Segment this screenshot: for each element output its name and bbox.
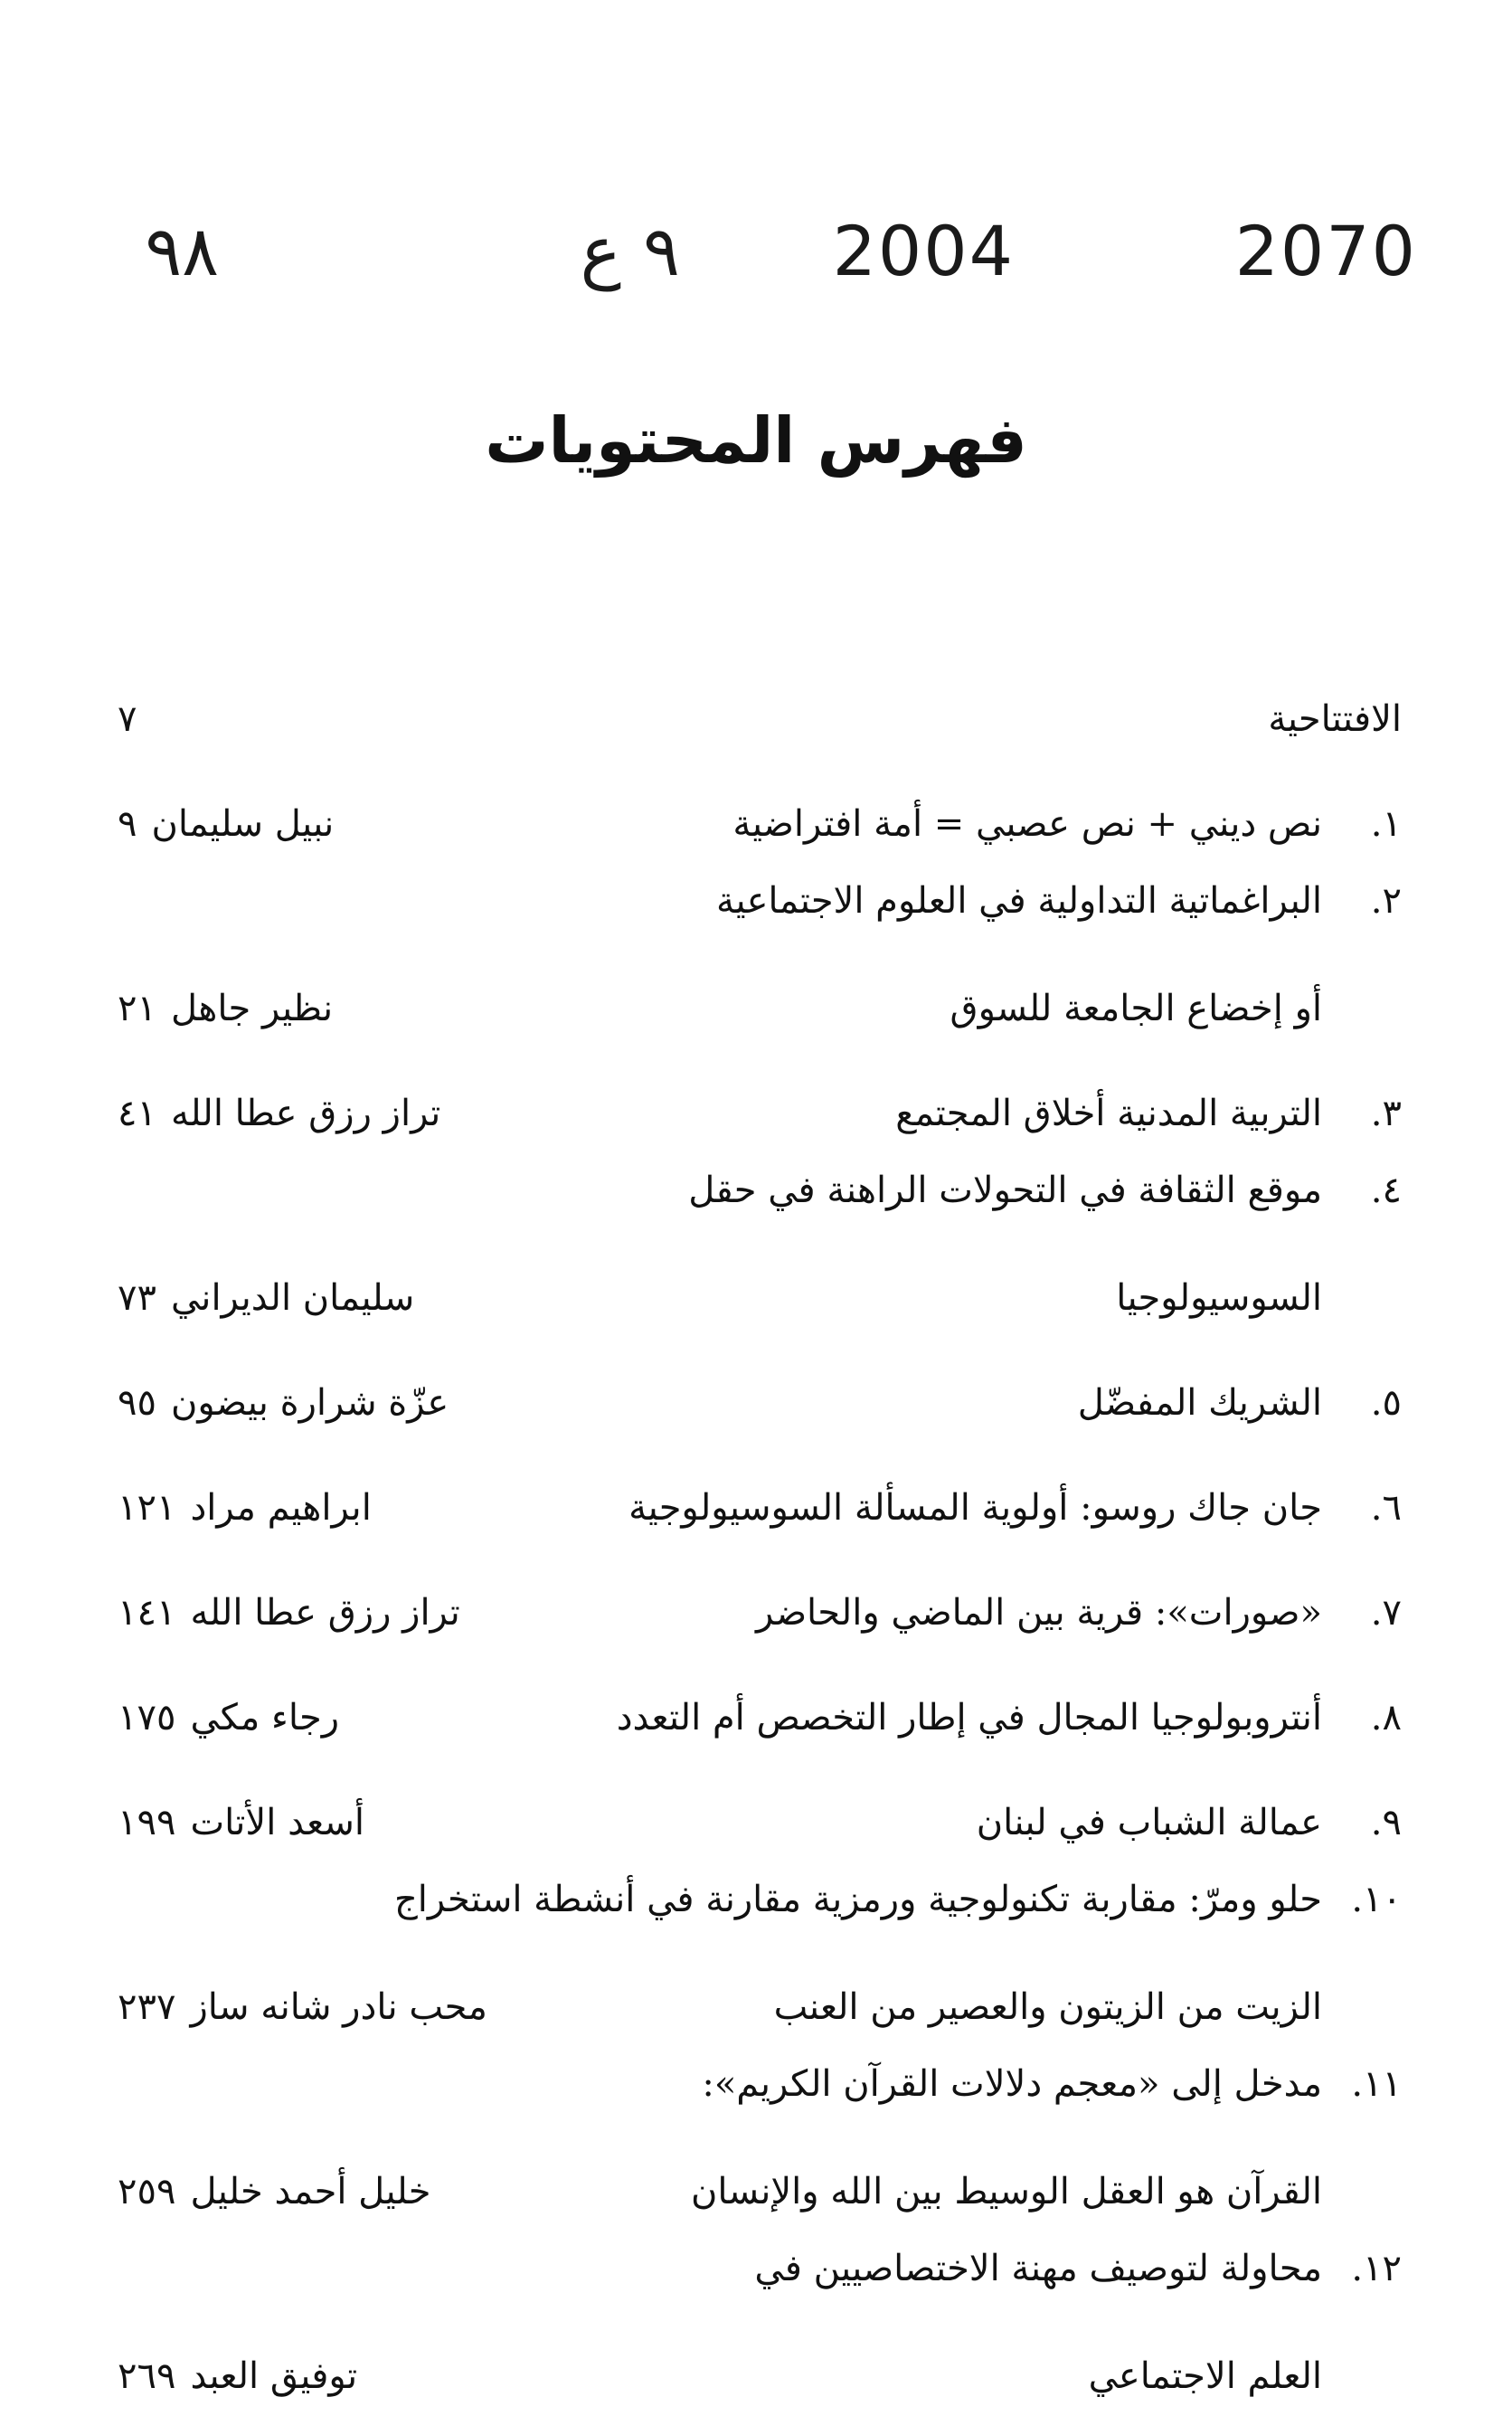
toc-author: سليمان الديراني	[170, 1277, 415, 1319]
dot-leader	[430, 1230, 1100, 1310]
toc-entry	[118, 1650, 1402, 1739]
toc-entry-number: ٥.	[1370, 1382, 1402, 1424]
toc-entry-number: ١٠.	[1351, 1879, 1402, 1920]
dot-leader	[167, 651, 1252, 731]
toc-page-number: ٧	[118, 698, 137, 740]
toc-line	[118, 1545, 1402, 1634]
toc-entry	[118, 2229, 1402, 2397]
toc-entry-title: عمالة الشباب في لبنان	[976, 1802, 1322, 1843]
toc-line	[118, 1230, 1402, 1319]
toc-line	[118, 1650, 1402, 1739]
toc-line	[118, 861, 1402, 941]
handwritten-note: 2070	[1234, 211, 1417, 291]
toc-entry-title: أنتروبولوجيا المجال في إطار التخصص أم التعدد	[616, 1697, 1322, 1739]
toc-entry-number: ١٢.	[1351, 2248, 1402, 2289]
dot-leader	[355, 1650, 600, 1729]
handwritten-note: ٩ ع	[580, 211, 680, 291]
dot-leader	[350, 756, 716, 836]
toc-line	[118, 1046, 1402, 1134]
dot-leader	[477, 1545, 740, 1625]
toc-entry-number: ٧.	[1370, 1592, 1402, 1634]
toc-entry-number: ١.	[1370, 803, 1402, 845]
toc-line	[118, 1440, 1402, 1529]
toc-entry-number: ١١.	[1351, 2063, 1402, 2105]
toc-entry-number: ٦.	[1370, 1487, 1402, 1529]
toc-entry	[118, 756, 1402, 845]
dot-leader	[448, 2124, 675, 2203]
toc-line	[118, 941, 1402, 1029]
toc-entry-number: ٣.	[1370, 1093, 1402, 1134]
toc-entry-title: محاولة لتوصيف مهنة الاختصاصيين في	[754, 2248, 1322, 2289]
toc-entry-title: مدخل إلى «معجم دلالات القرآن الكريم»:	[702, 2063, 1322, 2105]
toc-entry-title: حلو ومرّ: مقاربة تكنولوجية ورمزية مقارنة في أنشطة استخراج	[393, 1879, 1322, 1920]
toc-page-number: ٧٣	[118, 1277, 156, 1319]
toc-entry	[118, 2044, 1402, 2212]
toc-author: خليل أحمد خليل	[190, 2171, 431, 2212]
toc-page-number: ٤١	[118, 1093, 156, 1134]
toc-page-number: ٩٥	[118, 1382, 156, 1424]
toc-entry	[118, 1860, 1402, 2028]
toc-page-number: ٢١	[118, 988, 156, 1029]
dot-leader	[457, 1046, 879, 1125]
toc-page-number: ٢٦٩	[118, 2355, 176, 2397]
dot-leader	[465, 1335, 1062, 1415]
toc-author: عزّة شرارة بيضون	[170, 1382, 449, 1424]
toc-page-number: ٢٣٧	[118, 1986, 176, 2028]
dot-leader	[388, 1440, 612, 1520]
toc-line	[118, 1939, 1402, 2028]
toc-entry-title-cont: الزيت من الزيتون والعصير من العنب	[773, 1986, 1322, 2028]
toc-entry-title-cont: العلم الاجتماعي	[1088, 2355, 1322, 2397]
handwritten-note: 2004	[832, 211, 1015, 291]
toc-entry	[118, 861, 1402, 1029]
toc-entry-title: الشريك المفضّل	[1077, 1382, 1322, 1424]
toc-entry-title-cont: أو إخضاع الجامعة للسوق	[950, 988, 1322, 1029]
toc-line	[118, 756, 1402, 845]
toc-page-number: ١٧٥	[118, 1697, 176, 1739]
toc-page-number: ٩	[118, 803, 137, 845]
toc-line	[118, 651, 1402, 740]
page-title: فهرس المحتويات	[485, 403, 1027, 478]
toc-entry-title-cont: السوسيولوجيا	[1116, 1277, 1322, 1319]
toc-page-number: ٢٥٩	[118, 2171, 176, 2212]
toc-entry-title: التربية المدنية أخلاق المجتمع	[895, 1093, 1322, 1134]
toc-entry-number: ٨.	[1370, 1697, 1402, 1739]
toc-line	[118, 2124, 1402, 2212]
toc-line	[118, 2229, 1402, 2308]
toc-line	[118, 1151, 1402, 1230]
toc-author: تراز رزق عطا الله	[170, 1093, 441, 1134]
toc-author: محب نادر شانه ساز	[190, 1986, 487, 2028]
toc-entry-number: ٩.	[1370, 1802, 1402, 1843]
dot-leader	[373, 2308, 1072, 2388]
toc-entry-title: نص ديني + نص عصبي = أمة افتراضية	[732, 803, 1322, 845]
toc-entry-title: «صورات»: قرية بين الماضي والحاضر	[756, 1592, 1322, 1634]
dot-leader	[381, 1755, 960, 1834]
toc-author: رجاء مكي	[190, 1697, 340, 1739]
dot-leader	[349, 941, 933, 1020]
toc-entry	[118, 1545, 1402, 1634]
toc-entry-number: ٢.	[1370, 880, 1402, 922]
handwritten-note: ٩٨	[145, 211, 219, 291]
toc-entry-title: الافتتاحية	[1268, 698, 1402, 740]
table-of-contents	[118, 651, 1402, 2413]
dot-leader	[504, 1939, 758, 2019]
toc-author: نظير جاهل	[170, 988, 334, 1029]
toc-entry-title-cont: القرآن هو العقل الوسيط بين الله والإنسان	[690, 2171, 1322, 2212]
toc-author: تراز رزق عطا الله	[190, 1592, 460, 1634]
toc-author: توفيق العبد	[190, 2355, 358, 2397]
toc-entry-title: البراغماتية التداولية في العلوم الاجتماعية	[716, 880, 1322, 922]
toc-page-number: ١٤١	[118, 1592, 176, 1634]
toc-page-number: ١٢١	[118, 1487, 176, 1529]
toc-entry-intro	[118, 651, 1402, 740]
toc-entry	[118, 1151, 1402, 1319]
toc-entry-title: موقع الثقافة في التحولات الراهنة في حقل	[688, 1170, 1322, 1211]
toc-entry-title: جان جاك روسو: أولوية المسألة السوسيولوجية	[628, 1487, 1322, 1529]
toc-entry	[118, 1440, 1402, 1529]
toc-author: أسعد الأتات	[190, 1802, 364, 1843]
toc-line	[118, 2308, 1402, 2397]
toc-entry-number: ٤.	[1370, 1170, 1402, 1211]
toc-author: ابراهيم مراد	[190, 1487, 372, 1529]
toc-entry	[118, 1046, 1402, 1134]
toc-line	[118, 2044, 1402, 2124]
toc-entry	[118, 1335, 1402, 1424]
toc-line	[118, 1335, 1402, 1424]
toc-page-number: ١٩٩	[118, 1802, 176, 1843]
toc-entry	[118, 1755, 1402, 1843]
toc-line	[118, 1755, 1402, 1843]
toc-line	[118, 1860, 1402, 1939]
toc-author: نبيل سليمان	[151, 803, 335, 845]
